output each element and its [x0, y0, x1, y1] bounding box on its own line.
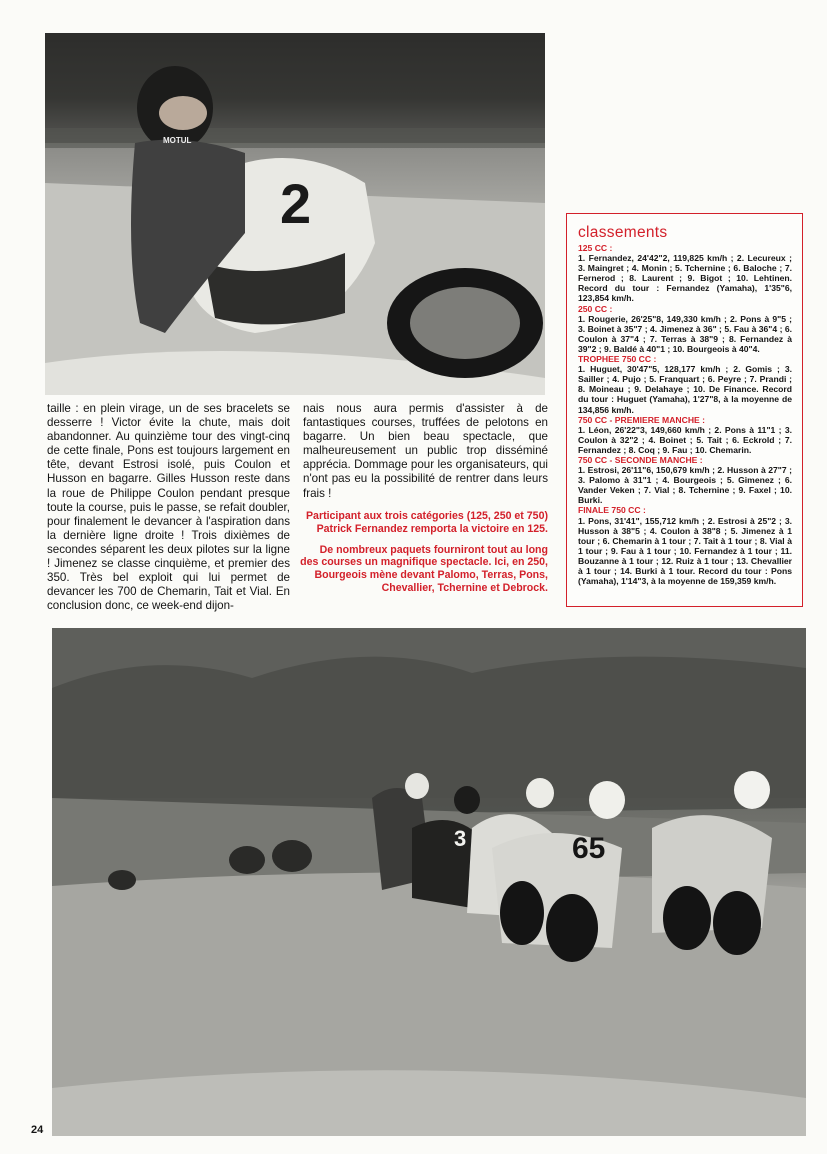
section-results: 1. Huguet, 30'47"5, 128,177 km/h ; 2. Gomis ; 3. Sailler ; 4. Pujo ; 5. Franquart ; 6. Peyre ; 7. Prandi ; 8. Moineau ; 9. Delahaye ; 10. De Finance. Record du tour : Huguet (Yamaha), 1'27"8, à la moyenne de 134,856 km/h. — [578, 364, 792, 415]
classement-section-final — [578, 505, 792, 586]
classement-section-250 — [578, 304, 792, 354]
section-heading: 750 CC - SECONDE MANCHE : — [578, 454, 703, 465]
page-number: 24 — [31, 1124, 44, 1136]
motorcycle-racer-photo — [45, 33, 545, 395]
classements-title: classements — [578, 224, 668, 241]
section-heading: 250 CC : — [578, 303, 613, 314]
classement-section-trophee — [578, 354, 792, 415]
caption-second: De nombreux paquets fourniront tout au long des courses un magnifique spectacle. Ici, en 250, Bourgeois mène devant Palomo, Terras, Pons, Chevallier, Tchernine et Debrock. — [300, 543, 548, 594]
classement-section-125 — [578, 243, 792, 304]
section-results: 1. Estrosi, 26'11"6, 150,679 km/h ; 2. Husson à 27"7 ; 3. Palomo à 31"1 ; 4. Bourgeois ; 5. Gimenez ; 6. Vander Veken ; 7. Vial ; 8. Tchernine ; 9. Faxel ; 10. Burki. — [578, 465, 792, 506]
classement-section-first-leg — [578, 415, 792, 455]
classements-box — [566, 213, 803, 607]
motorcycle-pack-photo — [52, 628, 806, 1136]
article-text-middle: nais nous aura permis d'assister à de fantastiques courses, truffées de pelotons en bagarre. Un bien beau spectacle, que malheureusement un public trop disséminé apprécia. Dommage pour les organisateurs, qui n'ont pas eu la possibilité de rentrer dans leurs frais ! — [303, 402, 548, 500]
section-results: 1. Pons, 31'41", 155,712 km/h ; 2. Estrosi à 25"2 ; 3. Husson à 38"5 ; 4. Coulon à 38"8 ; 5. Jimenez à 1 tour ; 6. Chemarin à 1 tour ; 7. Tait à 1 tour ; 8. Vial à 1 tour ; 9. Fau à 1 tour ; 10. Fernandez à 1 tour ; 11. Bouzanne à 1 tour ; 12. Ruiz à 1 tour ; 13. Chevallier à 1 tour ; 14. Burki à 1 tour. Record du tour : Pons (Yamaha), 1'14"3, à la moyenne de 159,359 km/h. — [578, 515, 792, 587]
classement-section-second-leg — [578, 455, 792, 505]
section-heading: 125 CC : — [578, 243, 613, 253]
section-heading: TROPHEE 750 CC : — [578, 354, 657, 365]
section-results: 1. Léon, 26'22"3, 149,660 km/h ; 2. Pons à 11"1 ; 3. Coulon à 32"2 ; 4. Boinet ; 5. Tait ; 6. Eckrold ; 7. Fernandez ; 8. Coq ; 9. Fau ; 10. Chemarin. — [578, 424, 792, 455]
sponsor-logo: MOTUL — [163, 136, 192, 145]
photo-caption — [300, 510, 548, 603]
section-results: 1. Fernandez, 24'42"2, 119,825 km/h ; 2. Lecureux ; 3. Maingret ; 4. Monin ; 5. Tchernine ; 6. Baloche ; 7. Fernerod ; 8. Laurent ; 9. Bigot ; 10. Lehtinen. Record du tour : Fernandez (Yamaha), 1'35"6, 123,854 km/h. — [578, 253, 792, 304]
racer-number: 3 — [454, 826, 467, 851]
racer-number: 2 — [280, 172, 312, 235]
section-heading: FINALE 750 CC : — [578, 505, 646, 516]
section-heading: 750 CC - PREMIERE MANCHE : — [578, 414, 706, 425]
racer-number: 65 — [572, 832, 606, 865]
article-text-left: taille : en plein virage, un de ses bracelets se desserre ! Victor évite la chute, mais doit abandonner. Au quinzième tour des vingt-cinq de cette finale, Pons est toujours largement en tête, devant Estrosi isolé, puis Coulon et Husson en bagarre. Gilles Husson reste dans la roue de Philippe Coulon pendant presque toute la course, puis le passe, se refait doubler, pour finalement le devancer à l'aspiration dans la dernière ligne droite ! Trois dixièmes de secondes séparent les deux pilotes sur la ligne ! Jimenez se classe cinquième, et premier des 350. Très bel exploit qui lui permet de devancer les 700 de Chemarin, Tait et Vial. En conclusion donc, ce week-end dijon- — [47, 402, 290, 613]
caption-first: Participant aux trois catégories (125, 250 et 750) Patrick Fernandez remporta la victoire en 125. — [305, 510, 548, 535]
section-results: 1. Rougerie, 26'25"8, 149,330 km/h ; 2. Pons à 9"5 ; 3. Boinet à 35"7 ; 4. Jimenez à 36" ; 5. Fau à 36"4 ; 6. Coulon à 37"4 ; 7. Terras à 38"9 ; 8. Fernandez à 39"2 ; 9. Baldé à 40"1 ; 10. Bourgeois à 40"4. — [578, 313, 792, 354]
